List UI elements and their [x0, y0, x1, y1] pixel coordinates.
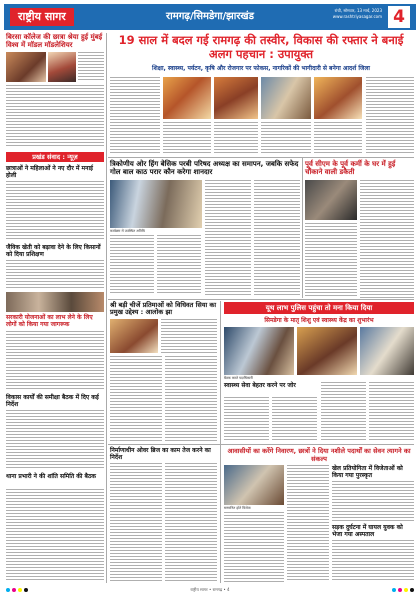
- photo-lead-3: [261, 77, 311, 119]
- registration-mark-cyan-right: [392, 588, 396, 592]
- photo-crime: [305, 180, 357, 220]
- lead-body-col2: [163, 122, 211, 155]
- story-body-1: [6, 85, 104, 147]
- story-body-13b: [287, 465, 329, 582]
- story-body-4: [6, 331, 104, 391]
- story-headline-7: श्री बड़ी चीजें प्रतिमाओं को विधिवत सिया का प्रमुख उद्देश्य : आलोक झा: [110, 301, 217, 316]
- caption-event: कार्यक्रम में उपस्थित अतिथि: [110, 229, 145, 233]
- story-headline-2: छात्राओं ने महिलाओं ने नए दौर में मनाई होली: [6, 165, 93, 179]
- date-text: रांची, सोमवार, 13 मार्च, 2023: [334, 8, 382, 13]
- section-band-1: प्रखंड संवाद : न्यूज़: [6, 152, 104, 162]
- story-headline-1: बिरसा कॉलेज की छात्रा श्रेया हुई मुंबई विश्व में मॉडल मॉडलेशियर: [6, 33, 103, 49]
- lead-body-col5: [314, 122, 362, 155]
- divider-low: [108, 444, 414, 445]
- story-body-9d: [254, 180, 300, 295]
- page-footer: [0, 586, 420, 594]
- registration-mark-yellow: [18, 588, 22, 592]
- photo-health-2: [297, 327, 357, 375]
- photo-idol: [110, 319, 158, 353]
- lead-headline: 19 साल में बदल गई रामगढ़ की तस्वीर, विकास की रफ्तार ने बनाई अलग पहचान : उपायुक्त: [118, 33, 404, 61]
- lead-subheadline: शिक्षा, स्वास्थ्य, पर्यटन, कृषि और रोजगार पर फोकस, नागरिकों की भागीदारी से बनेगा आदर्श जिला: [152, 65, 370, 72]
- paper-name: राष्ट्रीय सागर: [10, 8, 74, 26]
- story-body-7a: [161, 319, 217, 353]
- caption-health: बैठक करते पदाधिकारी: [224, 376, 253, 380]
- story-headline-11: यूथ लाभ पुलिस पहुंचा तो मना किया दिया: [224, 302, 414, 314]
- lead-body-col1: [110, 77, 160, 155]
- footer-folio: राष्ट्रीय सागर • रामगढ़ • 4: [190, 587, 230, 592]
- page-number: 4: [388, 6, 410, 28]
- story-headline-16: सड़क दुर्घटना में घायल युवक को भेजा गया अस्पताल: [332, 524, 403, 538]
- caption-students: सम्मानित होते विजेता: [224, 506, 251, 510]
- story-body-9b: [157, 235, 201, 295]
- story-body-7c: [165, 356, 217, 442]
- registration-mark-magenta: [12, 588, 16, 592]
- lead-body-col6: [366, 77, 414, 155]
- story-headline-3: जैविक खेती को बढ़ावा देने के लिए किसानों को दिया प्रशिक्षण: [6, 244, 101, 258]
- registration-mark-black-right: [410, 588, 414, 592]
- photo-students: [224, 465, 284, 505]
- photo-model: [6, 52, 46, 82]
- registration-mark-magenta-right: [398, 588, 402, 592]
- story-body-10a: [360, 180, 414, 298]
- story-body-3: [6, 260, 104, 290]
- photo-lead-1: [163, 77, 211, 119]
- date-line: [333, 8, 382, 20]
- registration-mark-yellow-right: [404, 588, 408, 592]
- story-body-8b: [165, 463, 217, 582]
- story-body-13a: [224, 512, 284, 582]
- divider-lead: [108, 157, 414, 158]
- story-headline-8: निर्माणाधीन ओवर ब्रिज का काम तेज करने का निर्देश: [110, 447, 211, 461]
- lead-body-col4: [261, 122, 311, 155]
- story-headline-14: स्वास्थ्य सेवा बेहतर करने पर जोर: [224, 382, 296, 389]
- registration-mark-cyan: [6, 588, 10, 592]
- photo-lead-2: [214, 77, 258, 119]
- story-body-10b: [305, 223, 357, 298]
- divider-mid: [108, 299, 414, 300]
- masthead: [4, 4, 416, 30]
- photo-health-3: [360, 327, 414, 375]
- column-rule-3: [220, 301, 221, 583]
- column-rule-1: [106, 33, 107, 583]
- photo-event: [110, 180, 202, 228]
- story-headline-15: खेल प्रतियोगिता में विजेताओं को किया गया पुरस्कृत: [332, 465, 403, 479]
- story-body-5: [6, 410, 104, 470]
- story-body-12d: [369, 382, 414, 442]
- story-headline-4: सरकारी योजनाओं का लाभ लेने के लिए लोगों को किया गया जागरूक: [6, 314, 93, 328]
- story-body-9a: [110, 235, 154, 295]
- story-body-12a: [224, 397, 269, 442]
- story-body-7b: [110, 356, 162, 442]
- story-headline-10: पूर्व सीएम के पूर्व कर्मी के घर में हुई चौंकाने वाली डकैती: [305, 160, 396, 176]
- story-body-16: [332, 540, 414, 582]
- story-body-6: [6, 489, 104, 582]
- story-body-9c: [205, 180, 251, 295]
- photo-lead-4: [314, 77, 362, 119]
- website-text: www.rashtriyasagar.com: [332, 14, 382, 19]
- story-body-12b: [272, 397, 317, 442]
- story-body-8a: [110, 463, 162, 582]
- photo-portrait: [48, 52, 76, 82]
- story-headline-12: सिमडेगा के मातृ शिशु एवं स्वास्थ्य केंद्र का शुभारंभ: [264, 317, 374, 324]
- story-headline-13: आवासीयों का करेंगे निवारण, छात्रों ने दिया नशीले पदार्थों का सेवन त्यागने का संकल्प: [227, 447, 411, 463]
- story-headline-9: त्रिकोणीय ओर हिंग बेसिक परबी परिषद अध्यक्ष का समापन, जबकि सफेद गोल बाल काठ परार कौन करेगा शानदार: [110, 160, 299, 176]
- story-body-15: [332, 481, 414, 521]
- photo-health-1: [224, 327, 294, 375]
- edition-label: रामगढ़/सिमडेगा/झारखंड: [166, 11, 254, 22]
- story-body-1a: [78, 52, 104, 82]
- registration-mark-black: [24, 588, 28, 592]
- story-body-2: [6, 181, 104, 241]
- story-headline-6: थाना प्रभारी ने की शांति समिति की बैठक: [6, 473, 97, 480]
- lead-body-col3: [214, 122, 258, 155]
- photo-group-left: [6, 292, 104, 312]
- story-headline-5: विकास कार्यों की समीक्षा बैठक में दिए कई निर्देश: [6, 394, 99, 408]
- story-body-12c: [321, 382, 366, 442]
- column-rule-2: [302, 158, 303, 298]
